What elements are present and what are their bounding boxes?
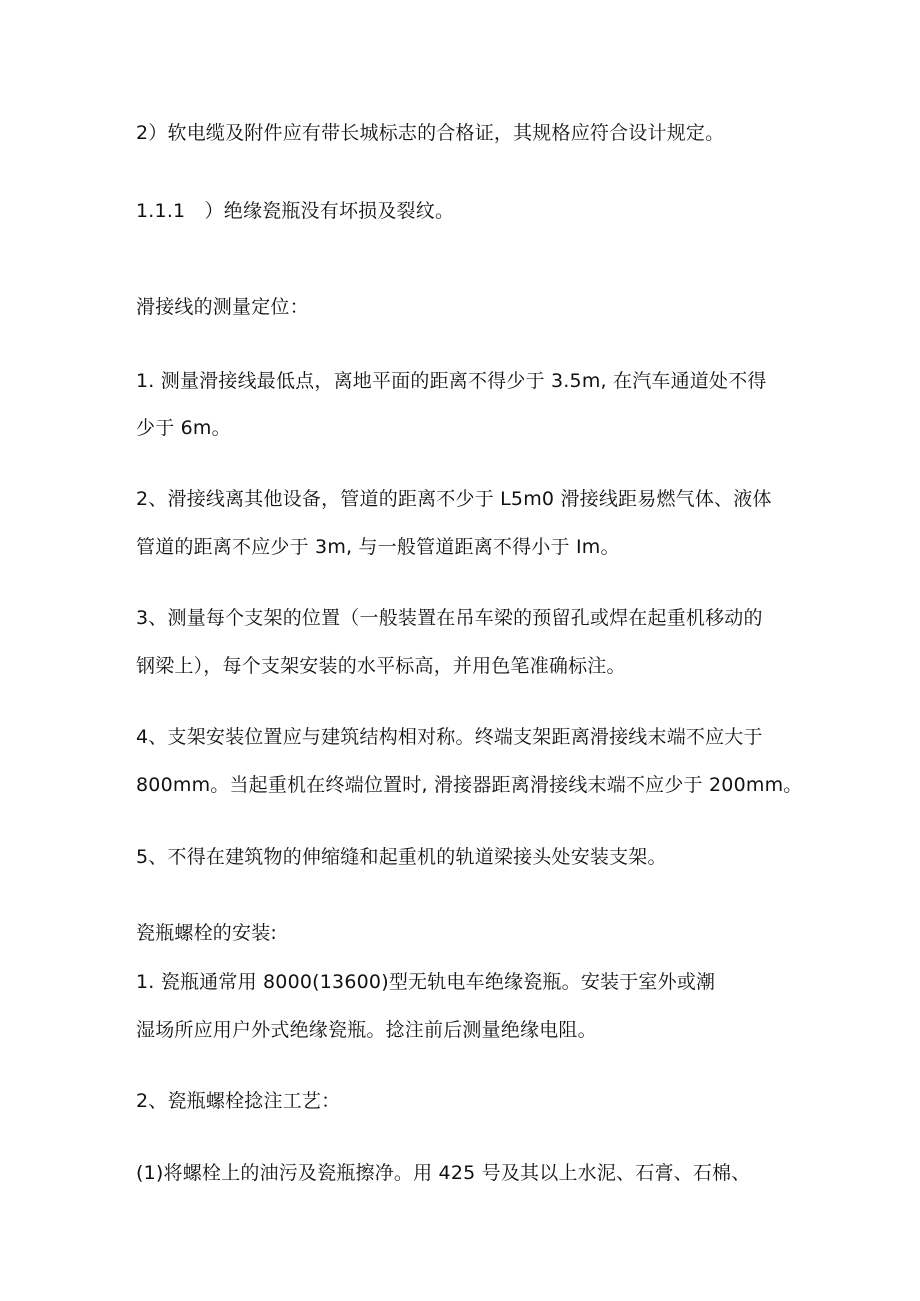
text-line-bracket-position: 3、测量每个支架的位置（一般装置在吊车梁的预留孔或焊在起重机移动的: [136, 607, 763, 629]
section-heading-wire-positioning: 滑接线的测量定位：: [136, 296, 309, 318]
section-heading-insulator-bolts: 瓷瓶螺栓的安装:: [136, 922, 278, 944]
text-line-equipment-distance: 2、滑接线离其他设备，管道的距离不少于 L5m0 滑接线距易燃气体、液体: [136, 488, 772, 510]
text-line-insulator-type-cont: 湿场所应用户外式绝缘瓷瓶。捻注前后测量绝缘电阻。: [136, 1019, 597, 1041]
text-line-no-bracket-joints: 5、不得在建筑物的伸缩缝和起重机的轨道梁接头处安装支架。: [136, 846, 667, 868]
text-line-lowest-point-cont: 少于 6m。: [136, 417, 231, 439]
text-line-insulator-check: 1.1.1 ）绝缘瓷瓶没有坏损及裂纹。: [136, 200, 455, 222]
text-line-bracket-symmetry: 4、支架安装位置应与建筑结构相对称。终端支架距离滑接线末端不应大于: [136, 726, 763, 748]
text-line-bracket-symmetry-cont: 800mm。当起重机在终端位置时, 滑接器距离滑接线末端不应少于 200mm。: [136, 774, 803, 796]
text-line-equipment-distance-cont: 管道的距离不应少于 3m, 与一般管道距离不得小于 Im。: [136, 536, 620, 558]
text-line-cable-certificate: 2）软电缆及附件应有带长城标志的合格证，其规格应符合设计规定。: [136, 122, 725, 144]
text-line-bolt-cleaning: (1)将螺栓上的油污及瓷瓶擦净。用 425 号及其以上水泥、石膏、石棉、: [136, 1162, 751, 1184]
text-line-lowest-point: 1. 测量滑接线最低点，离地平面的距离不得少于 3.5m, 在汽车通道处不得: [136, 370, 767, 392]
text-line-bracket-position-cont: 钢梁上），每个支架安装的水平标高，并用色笔准确标注。: [136, 655, 626, 677]
text-line-insulator-type: 1. 瓷瓶通常用 8000(13600)型无轨电车绝缘瓷瓶。安装于室外或潮: [136, 971, 716, 993]
text-line-bolt-process: 2、瓷瓶螺栓捻注工艺：: [136, 1090, 341, 1112]
